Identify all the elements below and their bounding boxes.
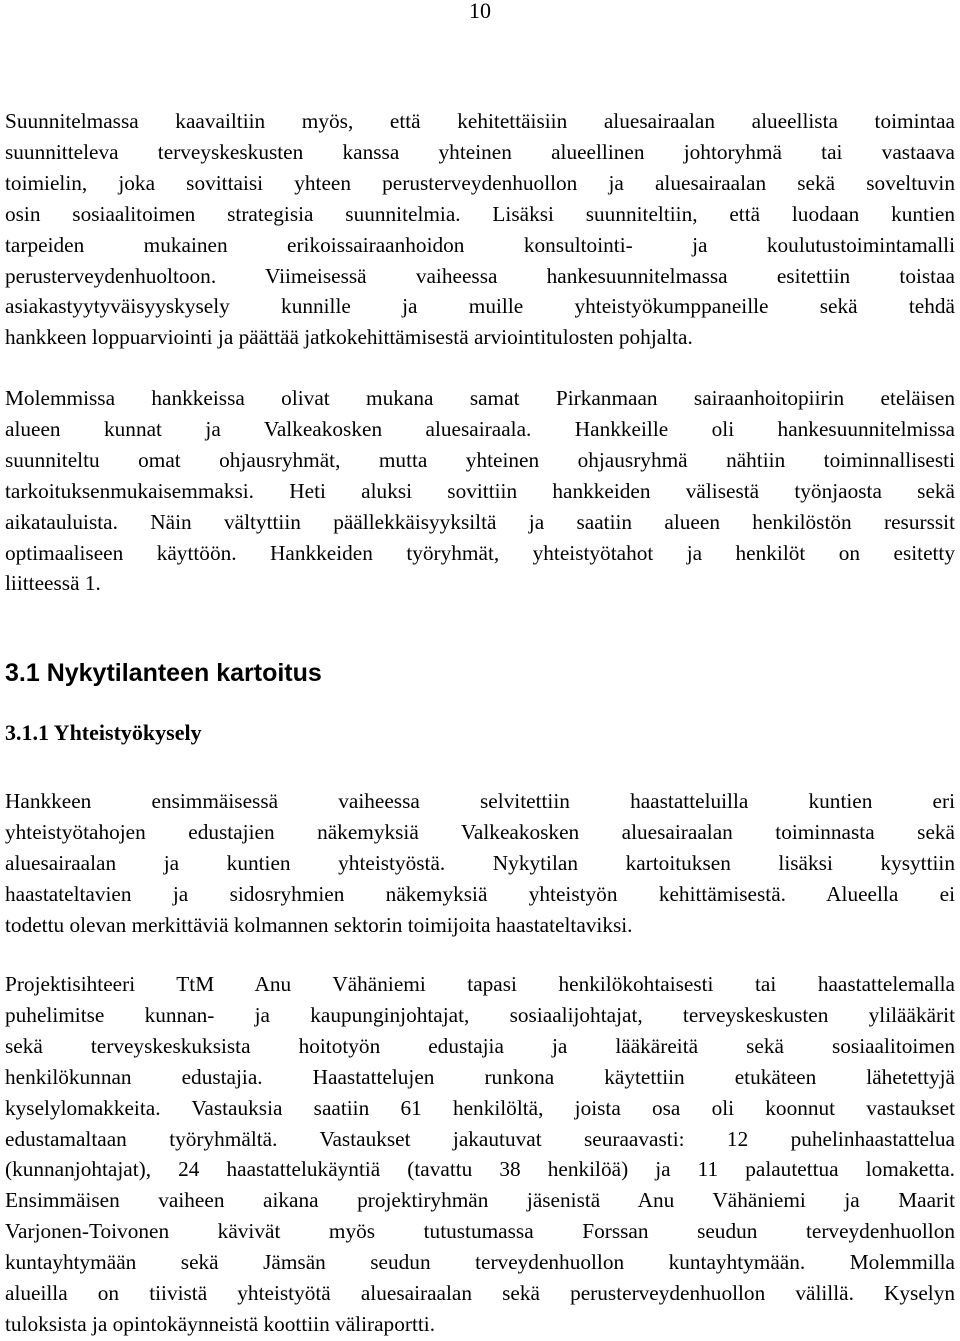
text-line: kuntayhtymään sekä Jämsän seudun terveydenhuollon kuntayhtymään. Molemmilla bbox=[5, 1250, 955, 1275]
text-line: hankkeen loppuarviointi ja päättää jatkokehittämisestä arviointitulosten pohjalta. bbox=[5, 325, 693, 350]
text-line: henkilökunnan edustajia. Haastattelujen runkona käytettiin etukäteen lähetettyjä bbox=[5, 1064, 955, 1089]
text-line: (kunnanjohtajat), 24 haastattelukäyntiä (tavattu 38 henkilöä) ja 11 palautettua lomaketta. bbox=[5, 1157, 955, 1182]
text-line: haastateltavien ja sidosryhmien näkemyksiä yhteistyön kehittämisestä. Alueella ei bbox=[5, 881, 955, 906]
text-line: yhteistyötahojen edustajien näkemyksiä Valkeakosken aluesairaalan toiminnasta sekä bbox=[5, 819, 955, 844]
text-line: aluesairaalan ja kuntien yhteistyöstä. Nykytilan kartoituksen lisäksi kysyttiin bbox=[5, 850, 955, 875]
text-line: kyselylomakkeita. Vastauksia saatiin 61 henkilöltä, joista osa oli koonnut vastaukset bbox=[5, 1095, 955, 1120]
text-line: tarpeiden mukainen erikoissairaanhoidon konsultointi- ja koulutustoimintamalli bbox=[5, 232, 955, 257]
text-line: Ensimmäisen vaiheen aikana projektiryhmän jäsenistä Anu Vähäniemi ja Maarit bbox=[5, 1188, 955, 1213]
text-line: edustamaltaan työryhmältä. Vastaukset jakautuvat seuraavasti: 12 puhelinhaastattelua bbox=[5, 1126, 955, 1151]
text-line: toimielin, joka sovittaisi yhteen perusterveydenhuollon ja aluesairaalan sekä soveltuvin bbox=[5, 170, 955, 195]
text-line: puhelimitse kunnan- ja kaupunginjohtajat, sosiaalijohtajat, terveyskeskusten ylilääkärit bbox=[5, 1002, 955, 1027]
text-line: tuloksista ja opintokäynneistä koottiin väliraportti. bbox=[5, 1311, 436, 1336]
text-line: aikatauluista. Näin vältyttiin päällekkäisyyksiltä ja saatiin alueen henkilöstön resurssit bbox=[5, 509, 955, 534]
text-line: perusterveydenhuoltoon. Viimeisessä vaiheessa hankesuunnitelmassa esitettiin toistaa bbox=[5, 263, 955, 288]
page-number: 10 bbox=[469, 0, 491, 23]
text-line: alueen kunnat ja Valkeakosken aluesairaala. Hankkeille oli hankesuunnitelmissa bbox=[5, 416, 955, 441]
text-line: Molemmissa hankkeissa olivat mukana samat Pirkanmaan sairaanhoitopiirin eteläisen bbox=[5, 386, 955, 410]
text-line: optimaaliseen käyttöön. Hankkeiden työryhmät, yhteistyötahot ja henkilöt on esitetty bbox=[5, 540, 955, 565]
text-line: Suunnitelmassa kaavailtiin myös, että kehitettäisiin aluesairaalan alueellista toimintaa bbox=[5, 109, 955, 133]
text-line: sekä terveyskeskuksista hoitotyön edustajia ja lääkäreitä sekä sosiaalitoimen bbox=[5, 1033, 955, 1058]
text-line: asiakastyytyväisyyskysely kunnille ja muille yhteistyökumppaneille sekä tehdä bbox=[5, 294, 955, 319]
text-line: liitteessä 1. bbox=[5, 571, 101, 596]
text-line: Projektisihteeri TtM Anu Vähäniemi tapasi henkilökohtaisesti tai haastattelemalla bbox=[5, 972, 955, 996]
text-line: Hankkeen ensimmäisessä vaiheessa selvitettiin haastatteluilla kuntien eri bbox=[5, 789, 955, 813]
text-line: suunnitteleva terveyskeskusten kanssa yhteinen alueellinen johtoryhmä tai vastaava bbox=[5, 139, 955, 164]
text-line: tarkoituksenmukaisemmaksi. Heti aluksi sovittiin hankkeiden välisestä työnjaosta sekä bbox=[5, 478, 955, 503]
subsection-heading: 3.1.1 Yhteistyökysely bbox=[5, 720, 202, 745]
paragraph-interviews bbox=[5, 969, 955, 1340]
paragraph-plan-description bbox=[5, 106, 955, 353]
text-line: suunniteltu omat ohjausryhmät, mutta yhteinen ohjausryhmä nähtiin toiminnallisesti bbox=[5, 447, 955, 472]
section-heading: 3.1 Nykytilanteen kartoitus bbox=[5, 659, 322, 687]
paragraph-first-phase bbox=[5, 786, 955, 941]
text-line: osin sosiaalitoimen strategisia suunnitelmia. Lisäksi suunniteltiin, että luodaan kuntien bbox=[5, 201, 955, 226]
paragraph-projects-steering bbox=[5, 383, 955, 599]
text-line: Varjonen-Toivonen kävivät myös tutustumassa Forssan seudun terveydenhuollon bbox=[5, 1219, 955, 1244]
text-line: todettu olevan merkittäviä kolmannen sektorin toimijoita haastateltaviksi. bbox=[5, 912, 633, 937]
text-line: alueilla on tiivistä yhteistyötä aluesairaalan sekä perusterveydenhuollon välillä. Kyselyn bbox=[5, 1281, 955, 1306]
